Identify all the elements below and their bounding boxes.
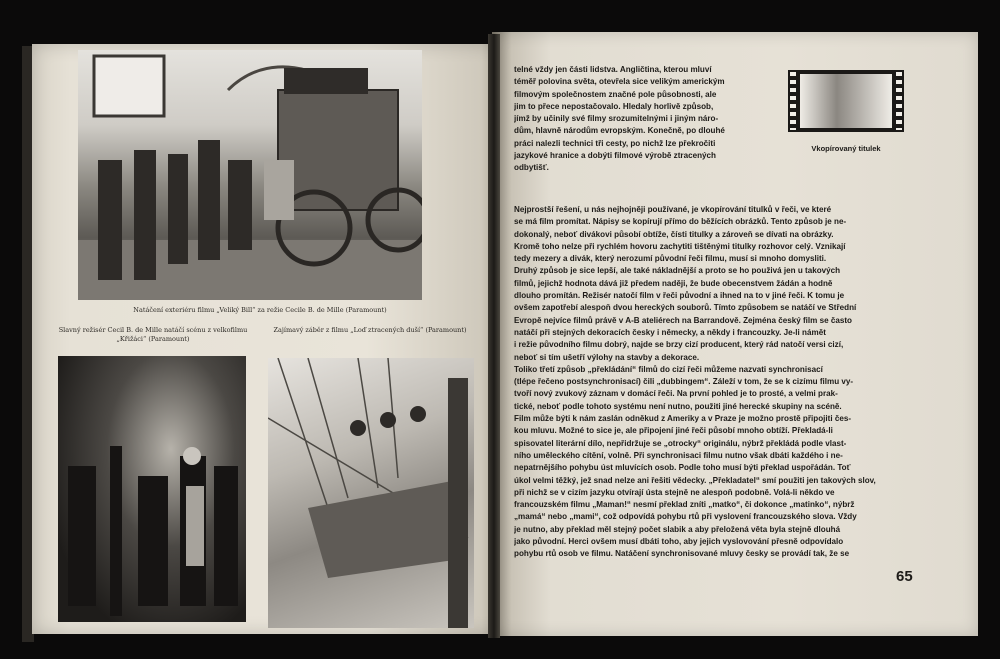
text-line: jako původní. Herci ovšem musí dbáti toho, aby jejich vyslovování přesně odpovídalo bbox=[514, 537, 844, 547]
bottom-right-photo-caption: Zajímavý záběr z filmu „Loď ztracených duší“ (Paramount) bbox=[273, 326, 467, 334]
text-line: „mamá“ nebo „mami“, což odpovídá pohybu rtů při vyslovení francouzského slova. Vždy bbox=[514, 512, 857, 522]
text-line: dům, hlavně národům evropským. Konečně, po dlouhé bbox=[514, 126, 725, 136]
book-gutter bbox=[488, 34, 500, 638]
top-photo-caption: Natáčení exteriéru filmu „Veliký Bill“ za režie Cecile B. de Mille (Paramount) bbox=[133, 306, 387, 314]
film-set-illustration bbox=[58, 356, 246, 622]
text-line: dlouho promítán. Režisér natočí film v řeči původní a ihned na to v jiné řeči. K tomu je bbox=[514, 291, 845, 301]
text-line: Toliko třetí způsob „překládání“ filmů do cizí řeči můžeme nazvati synchronisací bbox=[514, 364, 823, 374]
text-line: natáčí při stejných dekoracích česky i německy, a někdy i francouzky. Je-li námět bbox=[514, 327, 826, 337]
text-line: dokonalý, neboť divákovi působí obtíže, čísti titulky a zároveň se dívati na obrázky. bbox=[514, 229, 834, 239]
text-line: úkol velmi těžký, jež snad nelze ani řešiti vědecky. „Překladatel“ smí použiti jen takových slov, bbox=[514, 475, 876, 485]
page-number: 65 bbox=[896, 568, 913, 585]
text-line: nepatrnějšího pohybu úst mluvících osob. Podle toho musí býti překlad uspořádán. Toť bbox=[514, 463, 851, 473]
text-line: i režie původního filmu dobrý, najde se brzy cizí producent, který rád natočí versi cizí, bbox=[514, 340, 844, 350]
film-set-photo bbox=[58, 356, 246, 622]
ship-deck-illustration bbox=[268, 358, 474, 628]
text-line: tvoří nový zvukový záznam v domácí řeči. Na první pohled je to prosté, a velmi prak- bbox=[514, 389, 838, 399]
text-line: tedy mezery a divák, který nerozumí původní řeči filmu, musí si mnoho domysliti. bbox=[514, 254, 827, 264]
text-line: ního uměleckého cítění, volně. Při synchronisaci filmu nutno však dbáti každého i ne- bbox=[514, 450, 843, 460]
text-line: se má film promítat. Nápisy se kopírují přímo do běžících obrázků. Tento způsob je ne- bbox=[514, 217, 847, 227]
thumbnail-caption: Vkopírovaný titulek bbox=[811, 144, 881, 153]
text-line: pohybu rtů osob ve filmu. Natáčení synchronisované mluvy česky se provádí tak, že se bbox=[514, 549, 850, 559]
film-strip-thumbnail bbox=[788, 70, 904, 132]
text-line: ovšem zapotřebí alespoň dvou hereckých souborů. Tímto způsobem se natáčí ve Střední bbox=[514, 303, 857, 313]
text-line: telné vždy jen části lidstva. Angličtina, kterou mluví bbox=[514, 65, 712, 74]
text-line: práci nalezli technici tři cesty, po nichž lze překročiti bbox=[514, 138, 716, 148]
text-line: jim to přece nepostačovalo. Hledaly horlivě způsob, bbox=[514, 101, 714, 111]
text-line: téměř polovina světa, otevřela sice velikým americkým bbox=[514, 77, 725, 87]
text-line: filmovým společnostem značné pole působnosti, ale bbox=[514, 89, 717, 99]
text-line: Druhý způsob je sice lepší, ale také nákladnější a proto se ho použivá jen u takových bbox=[514, 266, 841, 276]
film-perforation bbox=[790, 72, 796, 130]
film-perforation bbox=[896, 72, 902, 130]
bottom-left-photo-caption: Slavný režisér Cecil B. de Mille natáčí scénu z velkofilmu „Křižáci“ (Paramount) bbox=[58, 326, 248, 343]
text-line: Kromě toho nelze při rychlém hovoru zachytiti tištěnými titulky rozhovor celý. Vznikají bbox=[514, 241, 846, 251]
text-line: neboť si tím ušetří výlohy na stavby a dekorace. bbox=[514, 352, 700, 362]
text-line: je nutno, aby překlad měl stejný počet slabik a aby přeložená věta byla stejně dlouhá bbox=[514, 524, 841, 534]
text-line: jazykové hranice a dobýti filmové výrobě ztracených bbox=[514, 151, 716, 161]
film-frame bbox=[800, 74, 892, 128]
text-line: Evropě nejvíce filmů právě v A-B ateliérech na Barrandově. Zejména český film se často bbox=[514, 315, 852, 325]
stagecoach-photo bbox=[78, 50, 422, 300]
narrow-text-column bbox=[514, 64, 772, 175]
text-line: při nichž se v cizím jazyku otvírají ústa stejně ne alespoň podobně. Volá-li někdo ve bbox=[514, 487, 835, 497]
text-line: tické, neboť podle tohoto systému není nutno, použiti jiné herecké skupiny na scéně. bbox=[514, 401, 842, 411]
stagecoach-illustration bbox=[78, 50, 422, 300]
text-line: Film může býti k nám zaslán odněkud z Ameriky a v Praze je možno prostě připojiti čes- bbox=[514, 414, 852, 424]
text-line: (tlépe řečeno postsynchronisací) čili „dubbingem“. Záleží v tom, že se k cizímu filmu vy- bbox=[514, 377, 854, 387]
text-line: francouzském filmu „Maman!“ nesmí překlad zníti „matko“, či dokonce „matinko“, nýbrž bbox=[514, 500, 855, 510]
text-line: spisovatel literární dílo, nepřidržuje se „otrocky“ originálu, nýbrž překládá podle vlast- bbox=[514, 438, 847, 448]
text-line: filmů, jejichž hodnota dává již předem naději, že bude obecenstvem žádán a hodně bbox=[514, 278, 833, 288]
text-line: odbytišť. bbox=[514, 163, 549, 173]
text-line: Nejprostší řešení, u nás nejhojněji používané, je vkopírování titulků v řeči, ve které bbox=[514, 205, 832, 214]
text-line: kou mluvu. Možné to sice je, ale připojení jiné řeči působí mnoho obtíží. Překladá-li bbox=[514, 426, 833, 436]
ship-deck-photo bbox=[268, 358, 474, 628]
text-line: jímž by učinily své filmy srozumitelnými i jiným náro- bbox=[514, 114, 719, 124]
wide-text-column bbox=[514, 204, 954, 561]
